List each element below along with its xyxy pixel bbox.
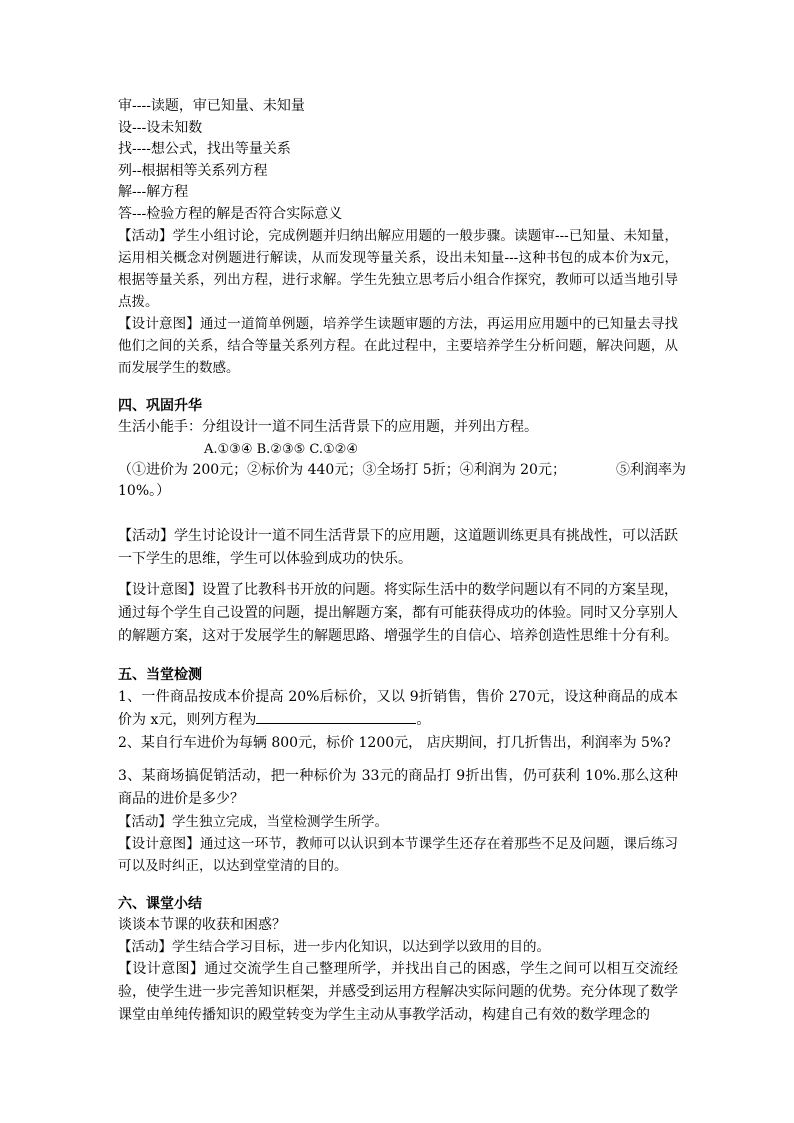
q1-end: 。 — [416, 711, 431, 728]
sec4-activity: 【活动】学生讨论设计一道不同生活背景下的应用题，这道题训练更具有挑战性，可以活跃一下学生的思维，学生可以体验到成功的快乐。 — [118, 527, 678, 567]
conditions-part-a: （①进价为 200元；②标价为 440元；③全场打 5折；④利润为 20元； — [118, 461, 566, 478]
section-5-heading: 五、当堂检测 — [118, 666, 202, 683]
step-she: 设---设未知数 — [118, 119, 203, 136]
sec4-design-intent: 【设计意图】设置了比教科书开放的问题。将实际生活中的数学问题以有不同的方案呈现，通过每个学生自己设置的问题，提出解题方案，都有可能获得成功的体验。同时又分享别人的解题方案，这对于发展学生的解题思路、增强学生的自信心、培养创造性思维十分有利。 — [118, 581, 678, 644]
section-6-heading: 六、课堂小结 — [118, 895, 202, 912]
q1-text: 1、一件商品按成本价提高 20%后标价，又以 9折销售，售价 270元，设这种商品的成本价为 x元，则列方程为 — [118, 688, 678, 728]
sec6-design-intent: 【设计意图】通过交流学生自己整理所学，并找出自己的困惑，学生之间可以相互交流经验，使学生进一步完善知识框架，并感受到运用方程解决实际问题的优势。充分体现了数学课堂由单纯传播知识的殿堂转变为学生主动从事教学活动，构建自己有效的数学理念的 — [118, 961, 678, 1023]
solving-steps — [118, 96, 678, 225]
section-4-heading: 四、巩固升华 — [118, 398, 202, 414]
step-lie: 列--根据相等关系列方程 — [118, 162, 268, 179]
sec3-activity: 【活动】学生小组讨论，完成例题并归纳出解应用题的一般步骤。读题审---已知量、未知量，运用相关概念对例题进行解读，从而发现等量关系，设出未知量---这种书包的成本价为x元，根据等量关系，列出方程，进行求解。学生先独立思考后小组合作探究，教师可以适当地引导点拨。 — [118, 228, 678, 310]
sec5-question-1 — [118, 686, 678, 732]
sec4-task: 生活小能手：分组设计一道不同生活背景下的应用题，并列出方程。 — [118, 419, 538, 435]
step-da: 答---检验方程的解是否符合实际意义 — [118, 205, 343, 222]
step-zhao: 找----想公式，找出等量关系 — [118, 141, 291, 157]
sec4-options: A.①③④ B.②③⑤ C.①②④ — [204, 441, 358, 457]
sec4-conditions-tail: 10%。） — [118, 483, 171, 499]
sec5-question-2: 2、某自行车进价为每辆 800元，标价 1200元， 店庆期间，打几折售出，利润率为 5%? — [118, 734, 671, 751]
sec6-question: 谈谈本节课的收获和困惑？ — [118, 916, 286, 933]
step-jie: 解---解方程 — [118, 184, 189, 200]
sec6-activity: 【活动】学生结合学习目标，进一步内化知识，以达到学以致用的目的。 — [118, 939, 550, 955]
conditions-part-b: ⑤利润率为 — [615, 461, 686, 478]
step-shen: 审----读题，审已知量、未知量 — [118, 98, 305, 114]
sec5-question-3: 3、某商场搞促销活动，把一种标价为 33元的商品打 9折出售，仍可获利 10%.那么这种商品的进价是多少？ — [118, 767, 678, 807]
sec3-design-intent: 【设计意图】通过一道简单例题，培养学生读题审题的方法，再运用应用题中的已知量去寻找他们之间的关系，结合等量关系列方程。在此过程中，主要培养学生分析问题，解决问题，从而发展学生的数感。 — [118, 316, 678, 376]
sec5-activity: 【活动】学生独立完成，当堂检测学生所学。 — [118, 813, 388, 830]
document-page — [118, 96, 686, 1027]
q1-answer-blank — [256, 709, 416, 724]
sec5-design-intent: 【设计意图】通过这一环节，教师可以认识到本节课学生还存在着那些不足及问题，课后练习可以及时纠正，以达到堂堂清的目的。 — [118, 835, 678, 874]
sec4-conditions — [118, 460, 686, 482]
